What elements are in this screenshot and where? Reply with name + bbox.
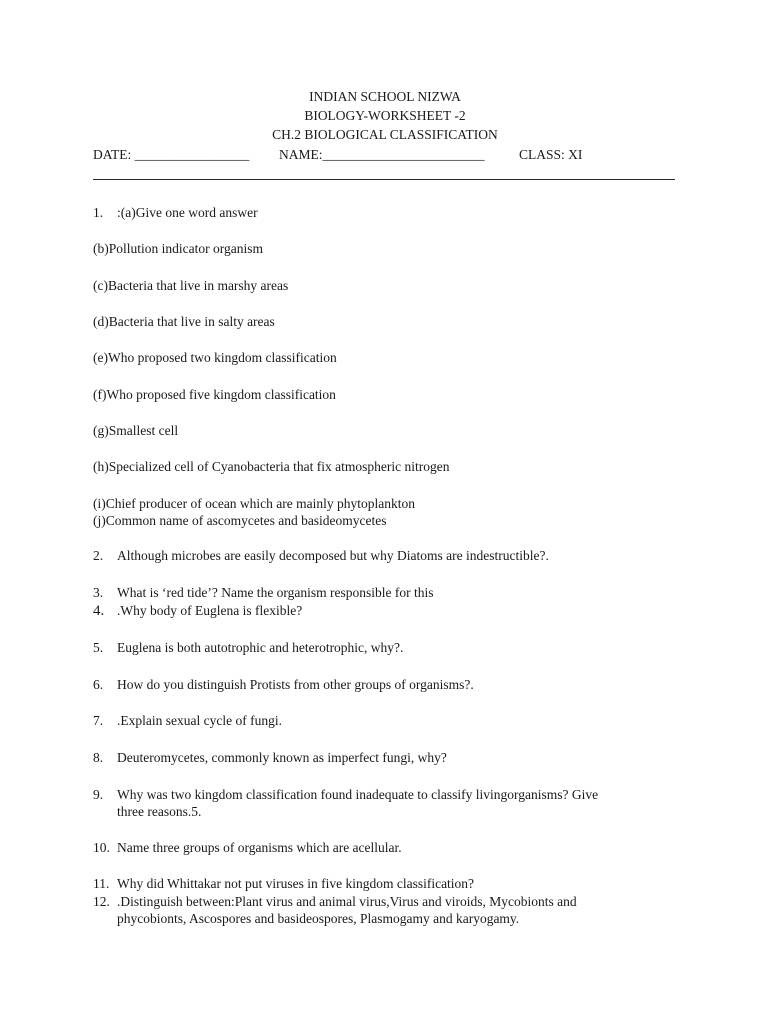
- question-1f: (f)Who proposed five kingdom classification: [93, 387, 336, 402]
- question-text: .Explain sexual cycle of fungi.: [117, 713, 282, 728]
- question-4: [93, 603, 302, 620]
- question-text: How do you distinguish Protists from other groups of organisms?.: [117, 677, 474, 692]
- worksheet-title: BIOLOGY-WORKSHEET -2: [304, 108, 466, 123]
- question-6: [93, 677, 474, 693]
- question-text: .Why body of Euglena is flexible?: [117, 603, 303, 618]
- question-8: [93, 750, 447, 766]
- question-9: [93, 787, 598, 803]
- question-text: Euglena is both autotrophic and heterotrophic, why?.: [117, 640, 404, 655]
- question-9-continued: three reasons.5.: [117, 804, 202, 819]
- question-1g: (g)Smallest cell: [93, 423, 179, 438]
- question-text: .Distinguish between:Plant virus and animal virus,Virus and viroids, Mycobionts and: [117, 894, 577, 909]
- question-text: Why was two kingdom classification found inadequate to classify livingorganisms? Give: [117, 787, 599, 802]
- question-number: 5.: [93, 640, 104, 655]
- question-number: 10.: [93, 840, 110, 855]
- question-1: [93, 205, 258, 221]
- header-divider: [93, 179, 675, 180]
- name-field-label: NAME:________________________: [279, 147, 485, 162]
- question-10: [93, 840, 402, 856]
- question-1j: (j)Common name of ascomycetes and basideomycetes: [93, 513, 387, 528]
- question-12-continued: phycobionts, Ascospores and basideospores, Plasmogamy and karyogamy.: [117, 911, 520, 926]
- question-3: [93, 585, 434, 601]
- question-number: 1.: [93, 205, 104, 220]
- question-text: Deuteromycetes, commonly known as imperfect fungi, why?: [117, 750, 447, 765]
- date-field-label: DATE: _________________: [93, 147, 250, 162]
- question-number: 9.: [93, 787, 104, 802]
- question-text: What is ‘red tide’? Name the organism responsible for this: [117, 585, 434, 600]
- question-number: 12.: [93, 894, 110, 909]
- question-2: [93, 548, 549, 564]
- question-number: 4.: [93, 603, 105, 619]
- question-1i: (i)Chief producer of ocean which are mainly phytoplankton: [93, 496, 416, 511]
- question-number: 2.: [93, 548, 104, 563]
- question-number: 8.: [93, 750, 104, 765]
- question-1c: (c)Bacteria that live in marshy areas: [93, 278, 289, 293]
- class-label: CLASS: XI: [519, 147, 583, 162]
- question-number: 7.: [93, 713, 104, 728]
- question-1d: (d)Bacteria that live in salty areas: [93, 314, 275, 329]
- question-1h: (h)Specialized cell of Cyanobacteria that fix atmospheric nitrogen: [93, 459, 450, 474]
- question-text: :(a)Give one word answer: [117, 205, 258, 220]
- question-number: 3.: [93, 585, 104, 600]
- school-name: INDIAN SCHOOL NIZWA: [309, 89, 461, 104]
- question-5: [93, 640, 403, 656]
- question-1b: (b)Pollution indicator organism: [93, 241, 263, 256]
- question-7: [93, 713, 282, 729]
- question-1e: (e)Who proposed two kingdom classification: [93, 350, 337, 365]
- question-text: Why did Whittakar not put viruses in five kingdom classification?: [117, 876, 475, 891]
- chapter-title: CH.2 BIOLOGICAL CLASSIFICATION: [272, 127, 498, 142]
- question-text: Although microbes are easily decomposed but why Diatoms are indestructible?.: [117, 548, 549, 563]
- question-number: 11.: [93, 876, 110, 891]
- question-number: 6.: [93, 677, 104, 692]
- question-12: [93, 894, 577, 910]
- question-text: Name three groups of organisms which are acellular.: [117, 840, 402, 855]
- question-11: [93, 876, 474, 892]
